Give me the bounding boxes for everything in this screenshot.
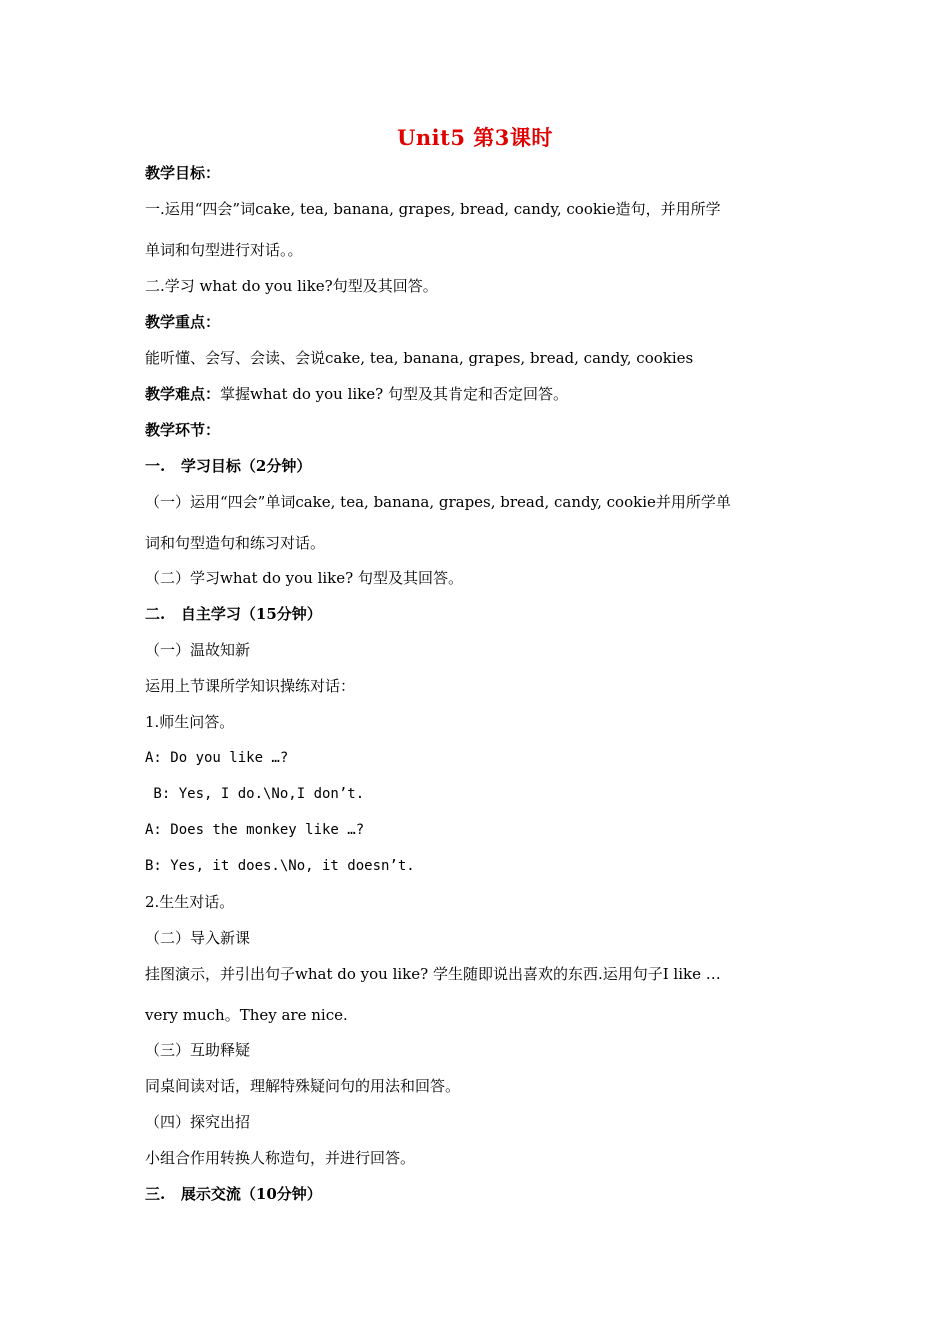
- section-2-sub-1-text: 运用上节课所学知识操练对话：: [145, 677, 356, 695]
- section-1-item-1-line-2: 词和句型造句和练习对话。: [145, 534, 326, 552]
- key-points-text: 能听懂、会写、会读、会说cake, tea, banana, grapes, bread, candy, cookies: [145, 349, 694, 367]
- section-3-heading: 三. 展示交流（10分钟）: [145, 1185, 322, 1203]
- goal-1-line-2: 单词和句型进行对话。。: [145, 241, 303, 259]
- goal-1-line-1: 一.运用“四会”词cake, tea, banana, grapes, bread, candy, cookie造句，并用所学: [145, 200, 721, 218]
- page-title: Unit5 第3课时: [397, 125, 553, 150]
- section-2-sub-2: （二）导入新课: [145, 929, 251, 947]
- section-2-heading: 二. 自主学习（15分钟）: [145, 605, 322, 623]
- section-2-sub-2-line-2: very much。They are nice.: [145, 1006, 348, 1024]
- difficulty-heading: 教学难点：: [145, 385, 221, 403]
- difficulty-line: [145, 384, 568, 404]
- section-2-sub-4: （四）探究出招: [145, 1113, 251, 1131]
- difficulty-text: 掌握what do you like? 句型及其肯定和否定回答。: [220, 385, 568, 403]
- section-2-sub-1: （一）温故知新: [145, 641, 251, 659]
- section-2-sub-4-text: 小组合作用转换人称造句，并进行回答。: [145, 1149, 416, 1167]
- section-2-sub-1-step-1: 1.师生问答。: [145, 713, 235, 731]
- goal-2: 二.学习 what do you like?句型及其回答。: [145, 277, 438, 295]
- goals-heading: 教学目标：: [145, 164, 221, 182]
- dialogue-line-a2: A: Does the monkey like …?: [145, 822, 365, 838]
- key-points-heading: 教学重点：: [145, 313, 221, 331]
- dialogue-line-b2: B: Yes, it does.\No, it doesn’t.: [145, 858, 415, 874]
- section-1-heading: 一. 学习目标（2分钟）: [145, 457, 312, 475]
- section-2-sub-2-line-1: 挂图演示，并引出句子what do you like? 学生随即说出喜欢的东西.运用句子I like …: [145, 965, 721, 983]
- section-1-item-1-line-1: （一）运用“四会”单词cake, tea, banana, grapes, bread, candy, cookie并用所学单: [145, 493, 731, 511]
- steps-heading: 教学环节：: [145, 421, 221, 439]
- dialogue-line-a1: A: Do you like …?: [145, 750, 289, 766]
- section-1-item-2: （二）学习what do you like? 句型及其回答。: [145, 569, 463, 587]
- section-2-sub-3: （三）互助释疑: [145, 1041, 251, 1059]
- section-2-sub-3-text: 同桌间读对话，理解特殊疑问句的用法和回答。: [145, 1077, 461, 1095]
- section-2-sub-1-step-2: 2.生生对话。: [145, 893, 235, 911]
- dialogue-line-b1: B: Yes, I do.\No,I don’t.: [145, 786, 365, 802]
